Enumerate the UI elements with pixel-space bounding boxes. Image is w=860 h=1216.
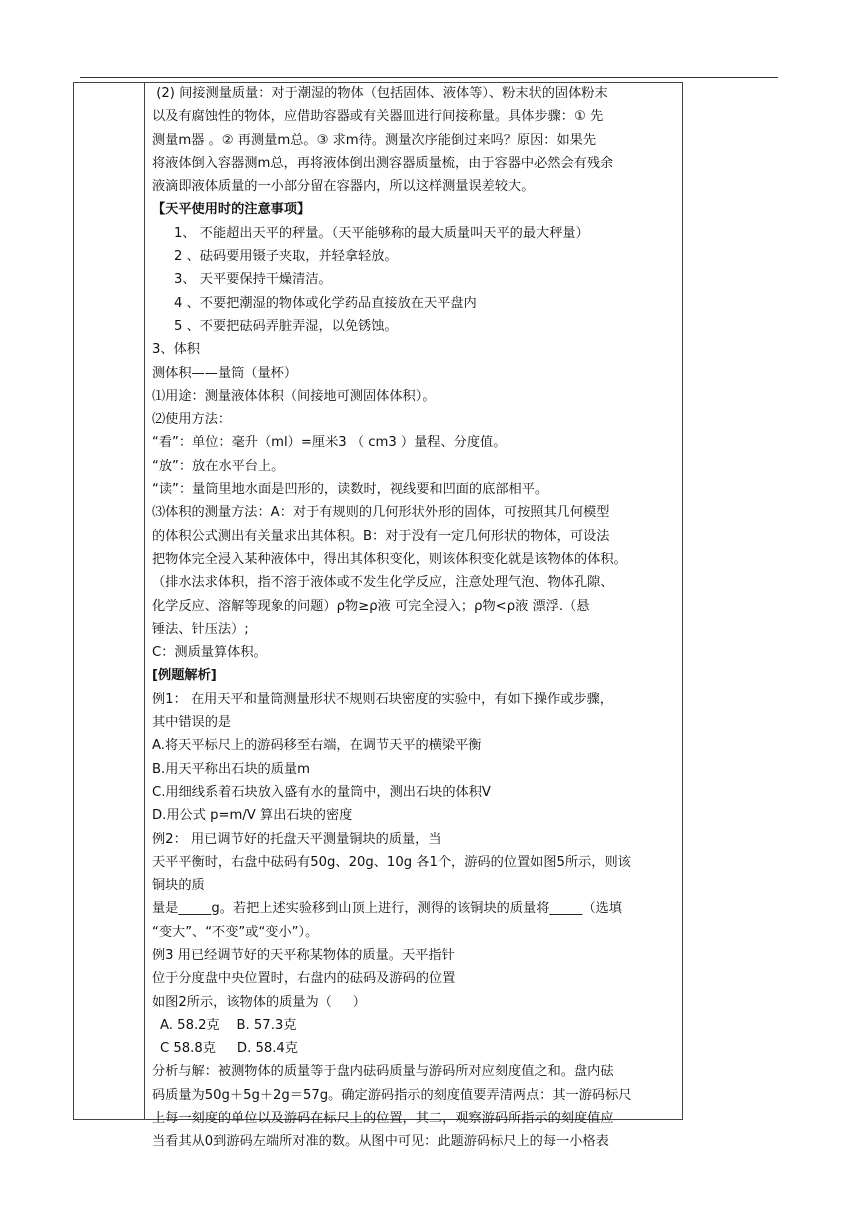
text-line: 上每一刻度的单位以及游码在标尺上的位置，其二，观察游码所指示的刻度值应 — [152, 1111, 614, 1127]
table-column-divider — [144, 82, 145, 1120]
text-line: [例题解析] — [152, 668, 217, 684]
text-line: 将液体倒入容器测m总，再将液体倒出测容器质量梳，由于容器中必然会有残余 — [152, 155, 614, 171]
lesson-text-cell — [152, 82, 678, 1154]
text-line: 3、体积 — [152, 342, 200, 358]
text-line: 【天平使用时的注意事项】 — [152, 202, 311, 218]
text-line: C：测质量算体积。 — [152, 645, 267, 661]
text-line: 3、 天平要保持干燥清洁。 — [174, 272, 332, 288]
text-line: 例2： 用已调节好的托盘天平测量铜块的质量，当 — [152, 831, 442, 847]
text-line: 2 、砝码要用镊子夹取，并轻拿轻放。 — [174, 249, 398, 265]
text-line: 量是_____g。若把上述实验移到山顶上进行，测得的该铜块的质量将_____（选填 — [152, 901, 622, 917]
text-line: 位于分度盘中央位置时，右盘内的砝码及游码的位置 — [152, 971, 456, 987]
text-line: 例1： 在用天平和量筒测量形状不规则石块密度的实验中，有如下操作或步骤， — [152, 691, 613, 707]
text-line: “放”：放在水平台上。 — [152, 458, 285, 474]
text-line: 分析与解：被测物体的质量等于盘内砝码质量与游码所对应刻度值之和。盘内砝 — [152, 1064, 614, 1080]
text-line: 4 、不要把潮湿的物体或化学药品直接放在天平盘内 — [174, 295, 477, 311]
text-line: A. 58.2克 B. 57.3克 — [160, 1017, 297, 1033]
text-line: 当看其从0到游码左端所对准的数。从图中可见：此题游码标尺上的每一小格表 — [152, 1134, 609, 1150]
text-line: 天平平衡时，右盘中砝码有50g、20g、10g 各1个，游码的位置如图5所示，则该 — [152, 854, 631, 870]
text-line: A.将天平标尺上的游码移至右端，在调节天平的横梁平衡 — [152, 738, 482, 754]
text-line: 的体积公式测出有关量求出其体积。B：对于没有一定几何形状的物体，可设法 — [152, 528, 610, 544]
text-line: 测体积——量筒（量杯） — [152, 365, 298, 381]
text-line: 以及有腐蚀性的物体，应借助容器或有关器皿进行间接称量。具体步骤：① 先 — [152, 109, 604, 125]
text-line: 1、 不能超出天平的秤量。（天平能够称的最大质量叫天平的最大秤量） — [174, 225, 589, 241]
text-line: 化学反应、溶解等现象的问题）ρ物≥ρ液 可完全浸入；ρ物<ρ液 漂浮.（悬 — [152, 598, 590, 614]
text-line: 把物体完全浸入某种液体中，得出其体积变化，则该体积变化就是该物体的体积。 — [152, 551, 627, 567]
text-line: C.用细线系着石块放入盛有水的量筒中，测出石块的体积V — [152, 784, 491, 800]
text-line: D.用公式 p=m/V 算出石块的密度 — [152, 808, 353, 824]
text-line: 锤法、针压法）; — [152, 621, 249, 637]
text-line: B.用天平称出石块的质量m — [152, 761, 310, 777]
text-line: 其中错误的是 — [152, 715, 232, 731]
text-line: “读”：量筒里地水面是凹形的，读数时，视线要和凹面的底部相平。 — [152, 482, 549, 498]
text-line: 如图2所示，该物体的质量为（ ） — [152, 994, 366, 1010]
text-line: “看”：单位：毫升（ml）=厘米3 （ cm3 ）量程、分度值。 — [152, 435, 507, 451]
text-line: 测量m器 。② 再测量m总。③ 求m待。测量次序能倒过来吗？原因：如果先 — [152, 132, 597, 148]
text-line: (2) 间接测量质量：对于潮湿的物体（包括固体、液体等）、粉末状的固体粉末 — [152, 86, 608, 101]
text-line: ⑶体积的测量方法：A：对于有规则的几何形状外形的固体，可按照其几何模型 — [152, 505, 610, 521]
text-line: 5 、不要把砝码弄脏弄湿，以免锈蚀。 — [174, 318, 398, 334]
text-line: 液滴即液体质量的一小部分留在容器内，所以这样测量误差较大。 — [152, 179, 535, 195]
text-line: 码质量为50g＋5g＋2g＝57g。确定游码指示的刻度值要弄清两点：其一游码标尺 — [152, 1087, 632, 1103]
text-line: ⑵使用方法： — [152, 412, 232, 428]
text-line: 铜块的质 — [152, 878, 205, 894]
text-line: 例3 用已经调节好的天平称某物体的质量。天平指针 — [152, 947, 455, 963]
text-line: ⑴用途：测量液体体积（间接地可测固体体积）。 — [152, 388, 436, 404]
text-line: C 58.8克 D. 58.4克 — [160, 1041, 298, 1057]
text-line: “变大”、“不变”或“变小”）。 — [152, 924, 319, 940]
text-line: （排水法求体积，指不溶于液体或不发生化学反应，注意处理气泡、物体孔隙、 — [152, 575, 614, 591]
page-header-rule — [80, 77, 778, 78]
